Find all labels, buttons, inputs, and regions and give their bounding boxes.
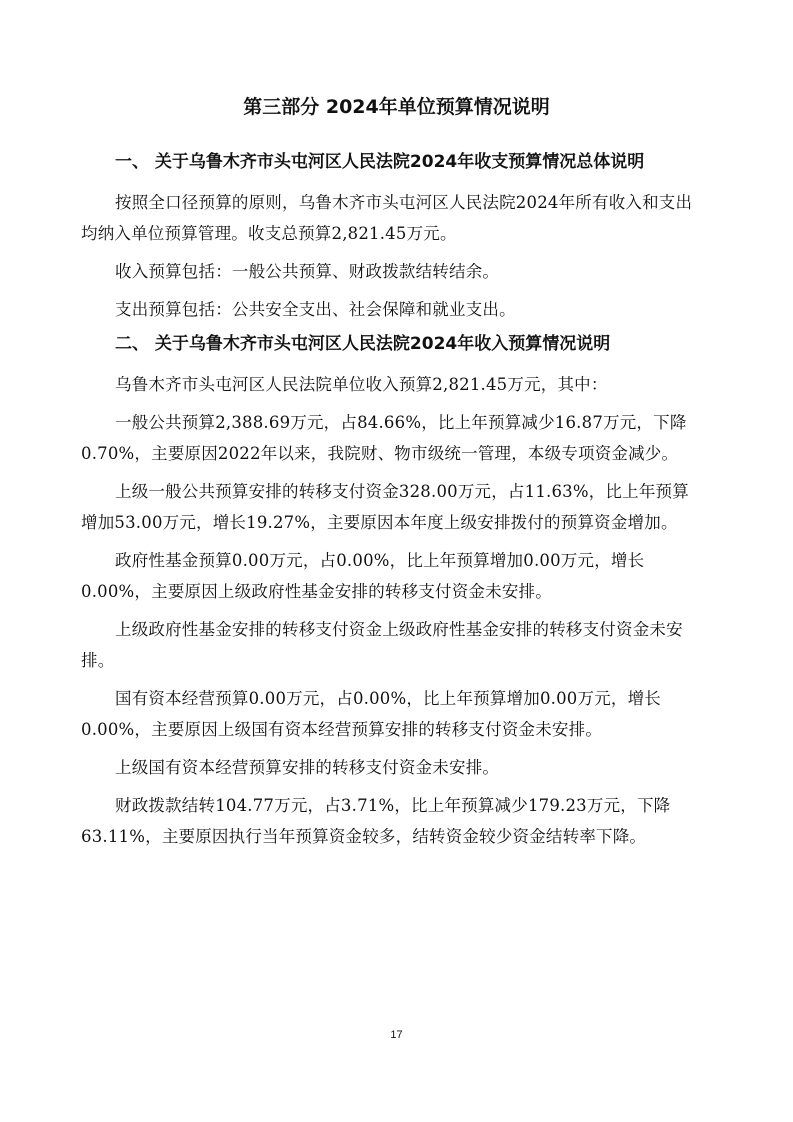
section-heading: 二、 关于乌鲁木齐市头屯河区人民法院2024年收入预算情况说明 [115,334,611,354]
paragraph: 收入预算包括：一般公共预算、财政拨款结转结余。 [115,262,500,281]
paragraph: 一般公共预算2,388.69万元，占84.66%，比上年预算减少16.87万元，下降0.70%，主要原因2022年以来，我院财、物市级统一管理，本级专项资金减少。 [81,413,687,463]
page-number: 17 [390,1029,403,1041]
page-title: 第三部分 2024年单位预算情况说明 [243,96,550,118]
paragraph: 按照全口径预算的原则，乌鲁木齐市头屯河区人民法院2024年所有收入和支出均纳入单位预算管理。收支总预算2,821.45万元。 [81,193,693,243]
document-body [81,150,705,859]
paragraph: 乌鲁木齐市头屯河区人民法院单位收入预算2,821.45万元，其中： [115,375,608,394]
section-overall-budget [81,150,705,325]
paragraph: 上级政府性基金安排的转移支付资金上级政府性基金安排的转移支付资金未安排。 [81,620,683,670]
paragraph: 财政拨款结转104.77万元，占3.71%，比上年预算减少179.23万元，下降63.11%，主要原因执行当年预算资金较多，结转资金较少资金结转率下降。 [81,796,671,846]
paragraph: 上级国有资本经营预算安排的转移支付资金未安排。 [115,758,500,777]
paragraph: 支出预算包括：公共安全支出、社会保障和就业支出。 [115,300,516,319]
paragraph: 国有资本经营预算0.00万元，占0.00%，比上年预算增加0.00万元，增长0.00%，主要原因上级国有资本经营预算安排的转移支付资金未安排。 [81,689,661,739]
paragraph: 政府性基金预算0.00万元，占0.00%，比上年预算增加0.00万元，增长0.00%，主要原因上级政府性基金安排的转移支付资金未安排。 [81,551,645,601]
paragraph: 上级一般公共预算安排的转移支付资金328.00万元，占11.63%，比上年预算增加53.00万元，增长19.27%，主要原因本年度上级安排拨付的预算资金增加。 [81,482,689,532]
section-heading: 一、 关于乌鲁木齐市头屯河区人民法院2024年收支预算情况总体说明 [115,152,645,172]
section-income-budget [81,332,705,852]
